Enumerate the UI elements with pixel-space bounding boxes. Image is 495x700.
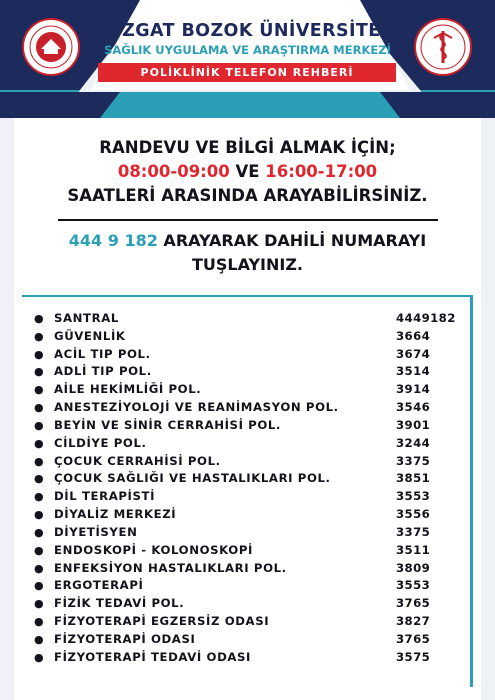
main-phone-number[interactable]: 444 9 182 [68, 231, 158, 250]
department-name: FİZYOTERAPİ ODASI [54, 631, 196, 646]
extension-number[interactable]: 3244 [396, 435, 431, 450]
department-name: FİZYOTERAPİ TEDAVİ ODASI [54, 649, 251, 664]
directory-row [34, 577, 468, 595]
directory-row [34, 417, 468, 435]
bullet-icon: ● [34, 490, 44, 504]
directory-row [34, 613, 468, 631]
extension-number[interactable]: 3765 [396, 596, 431, 611]
notice-line-1: RANDEVU VE BİLGİ ALMAK İÇİN; [99, 138, 396, 157]
bullet-icon: ● [34, 401, 44, 415]
extension-number[interactable]: 3674 [396, 346, 431, 361]
extension-number[interactable]: 3851 [396, 471, 431, 486]
extension-number[interactable]: 3511 [396, 542, 431, 557]
extension-number[interactable]: 3553 [396, 578, 431, 593]
department-name: ADLİ TIP POL. [54, 364, 152, 379]
center-name: SAĞLIK UYGULAMA VE ARAŞTIRMA MERKEZİ [104, 43, 391, 57]
extension-number[interactable]: 3546 [396, 400, 431, 415]
department-name: ANESTEZİYOLOJİ VE REANİMASYON POL. [54, 400, 339, 415]
bullet-icon: ● [34, 579, 44, 593]
bullet-icon: ● [34, 508, 44, 522]
directory-row [34, 346, 468, 364]
bullet-icon: ● [34, 472, 44, 486]
extension-number[interactable]: 3914 [396, 382, 431, 397]
directory-row [34, 470, 468, 488]
directory-row [34, 488, 468, 506]
extension-number[interactable]: 3375 [396, 453, 431, 468]
department-name: ERGOTERAPİ [54, 578, 144, 593]
bullet-icon: ● [34, 650, 44, 664]
department-name: DİYALİZ MERKEZİ [54, 507, 177, 522]
phone-directory-list [34, 310, 468, 667]
bullet-icon: ● [34, 561, 44, 575]
department-name: ÇOCUK SAĞLIĞI VE HASTALIKLARI POL. [54, 471, 331, 486]
university-name: YOZGAT BOZOK ÜNİVERSİTESİ [94, 21, 401, 41]
university-seal-icon [22, 18, 80, 76]
extension-number[interactable]: 3553 [396, 489, 431, 504]
directory-row [34, 381, 468, 399]
extension-number[interactable]: 3664 [396, 328, 431, 343]
department-name: ACİL TIP POL. [54, 346, 151, 361]
dial-line-1 [14, 229, 481, 253]
directory-row [34, 524, 468, 542]
department-name: ENDOSKOPİ - KOLONOSKOPİ [54, 542, 253, 557]
bullet-icon: ● [34, 347, 44, 361]
medical-emblem-icon [414, 18, 472, 76]
directory-row [34, 310, 468, 328]
directory-row [34, 399, 468, 417]
directory-row [34, 435, 468, 453]
bullet-icon: ● [34, 597, 44, 611]
divider [58, 219, 438, 221]
notice-conjunction: VE [229, 162, 266, 181]
bullet-icon: ● [34, 525, 44, 539]
directory-row [34, 560, 468, 578]
directory-row [34, 453, 468, 471]
bullet-icon: ● [34, 365, 44, 379]
extension-number[interactable]: 3575 [396, 649, 431, 664]
bullet-icon: ● [34, 418, 44, 432]
directory-row [34, 631, 468, 649]
department-name: BEYİN VE SİNİR CERRAHİSİ POL. [54, 417, 281, 432]
department-name: DİYETİSYEN [54, 524, 138, 539]
extension-number[interactable]: 3556 [396, 507, 431, 522]
directory-row [34, 328, 468, 346]
bullet-icon: ● [34, 454, 44, 468]
extension-number[interactable]: 3901 [396, 417, 431, 432]
directory-row [34, 363, 468, 381]
extension-number[interactable]: 3375 [396, 524, 431, 539]
department-name: ÇOCUK CERRAHİSİ POL. [54, 453, 221, 468]
bullet-icon: ● [34, 436, 44, 450]
bullet-icon: ● [34, 312, 44, 325]
header [0, 0, 495, 120]
bullet-icon: ● [34, 615, 44, 629]
extension-number[interactable]: 4449182 [396, 311, 456, 325]
extension-number[interactable]: 3827 [396, 614, 431, 629]
department-name: DİL TERAPİSTİ [54, 489, 156, 504]
directory-row [34, 506, 468, 524]
extension-number[interactable]: 3809 [396, 560, 431, 575]
department-name: CİLDİYE POL. [54, 435, 147, 450]
department-name: FİZYOTERAPİ EGZERSİZ ODASI [54, 614, 270, 629]
bullet-icon: ● [34, 543, 44, 557]
department-name: ENFEKSİYON HASTALIKLARI POL. [54, 560, 287, 575]
call-hours-notice [14, 136, 481, 208]
directory-row [34, 649, 468, 667]
directory-banner: POLİKLİNİK TELEFON REHBERİ [98, 63, 396, 82]
directory-row [34, 542, 468, 560]
extension-number[interactable]: 3514 [396, 364, 431, 379]
directory-row [34, 595, 468, 613]
time-range-afternoon: 16:00-17:00 [265, 162, 378, 181]
extension-number[interactable]: 3765 [396, 631, 431, 646]
time-range-morning: 08:00-09:00 [117, 162, 230, 181]
department-name: GÜVENLİK [54, 328, 126, 343]
dial-instructions [14, 229, 481, 277]
dial-text-1: ARAYARAK DAHİLİ NUMARAYI [157, 231, 427, 250]
notice-line-3: SAATLERİ ARASINDA ARAYABİLİRSİNİZ. [67, 186, 428, 205]
bullet-icon: ● [34, 632, 44, 646]
bullet-icon: ● [34, 329, 44, 343]
department-name: FİZİK TEDAVİ POL. [54, 596, 185, 611]
dial-line-2: TUŞLAYINIZ. [191, 255, 304, 274]
bullet-icon: ● [34, 383, 44, 397]
notice-line-2 [14, 160, 481, 184]
department-name: SANTRAL [54, 311, 119, 325]
department-name: AİLE HEKİMLİĞİ POL. [54, 382, 202, 397]
